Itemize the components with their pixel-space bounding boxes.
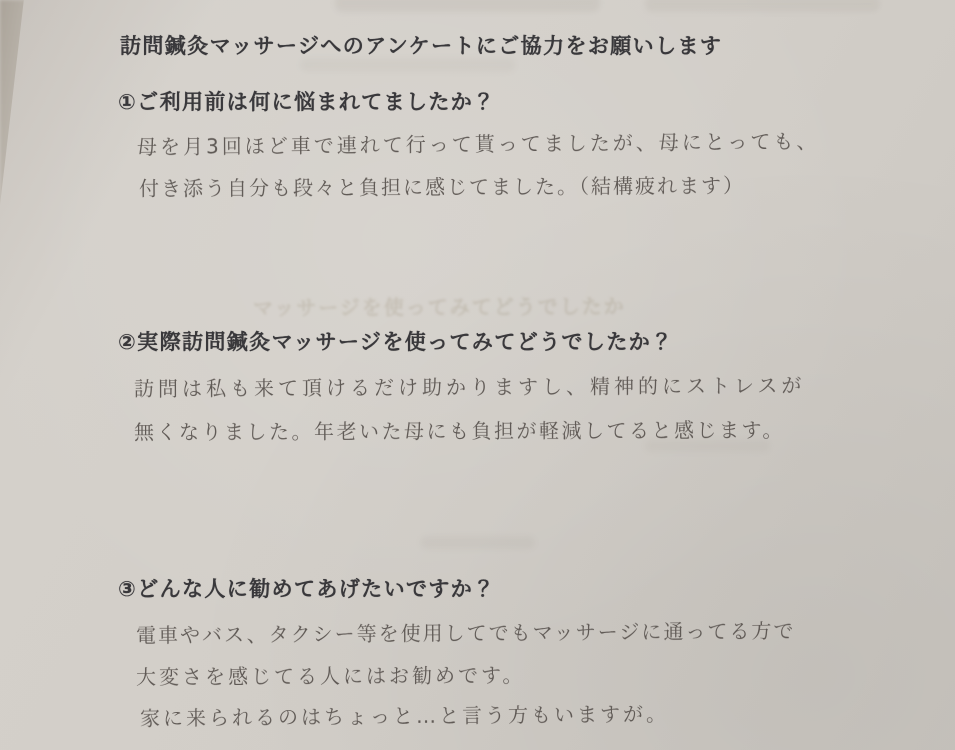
question-3-answer-line-1: 電車やバス、タクシー等を使用してでもマッサージに通ってる方で bbox=[135, 618, 796, 648]
survey-title: 訪問鍼灸マッサージへのアンケートにご協力をお願いします bbox=[120, 34, 723, 58]
question-1-heading: ①ご利用前は何に悩まれてましたか？ bbox=[118, 90, 496, 114]
bleed-through-smudge bbox=[645, 0, 880, 12]
question-2-answer-line-2: 無くなりました。年老いた母にも負担が軽減してると感じます。 bbox=[133, 417, 785, 445]
question-3-answer-line-2: 大変さを感じてる人にはお勧めです。 bbox=[135, 662, 526, 690]
question-3-answer-line-3: 家に来られるのはちょっと…と言う方もいますが。 bbox=[139, 701, 670, 731]
question-1-answer-line-2: 付き添う自分も段々と負担に感じてました。（結構疲れます） bbox=[138, 173, 746, 201]
bleed-through-smudge bbox=[300, 58, 515, 72]
paper-edge bbox=[0, 0, 34, 205]
bleed-through-smudge bbox=[420, 536, 535, 549]
question-3-heading: ③どんな人に勧めてあげたいですか？ bbox=[118, 577, 496, 601]
question-2-heading: ②実際訪問鍼灸マッサージを使ってみてどうでしたか？ bbox=[118, 330, 674, 354]
bleed-through-smudge bbox=[335, 0, 600, 12]
question-2-answer-line-1: 訪問は私も来て頂けるだけ助かりますし、精神的にストレスが bbox=[133, 373, 806, 401]
question-1-answer-line-1: 母を月3回ほど車で連れて行って貰ってましたが、母にとっても、 bbox=[136, 129, 820, 159]
bleed-through-text: マッサージを使ってみてどうでしたか bbox=[252, 294, 626, 320]
